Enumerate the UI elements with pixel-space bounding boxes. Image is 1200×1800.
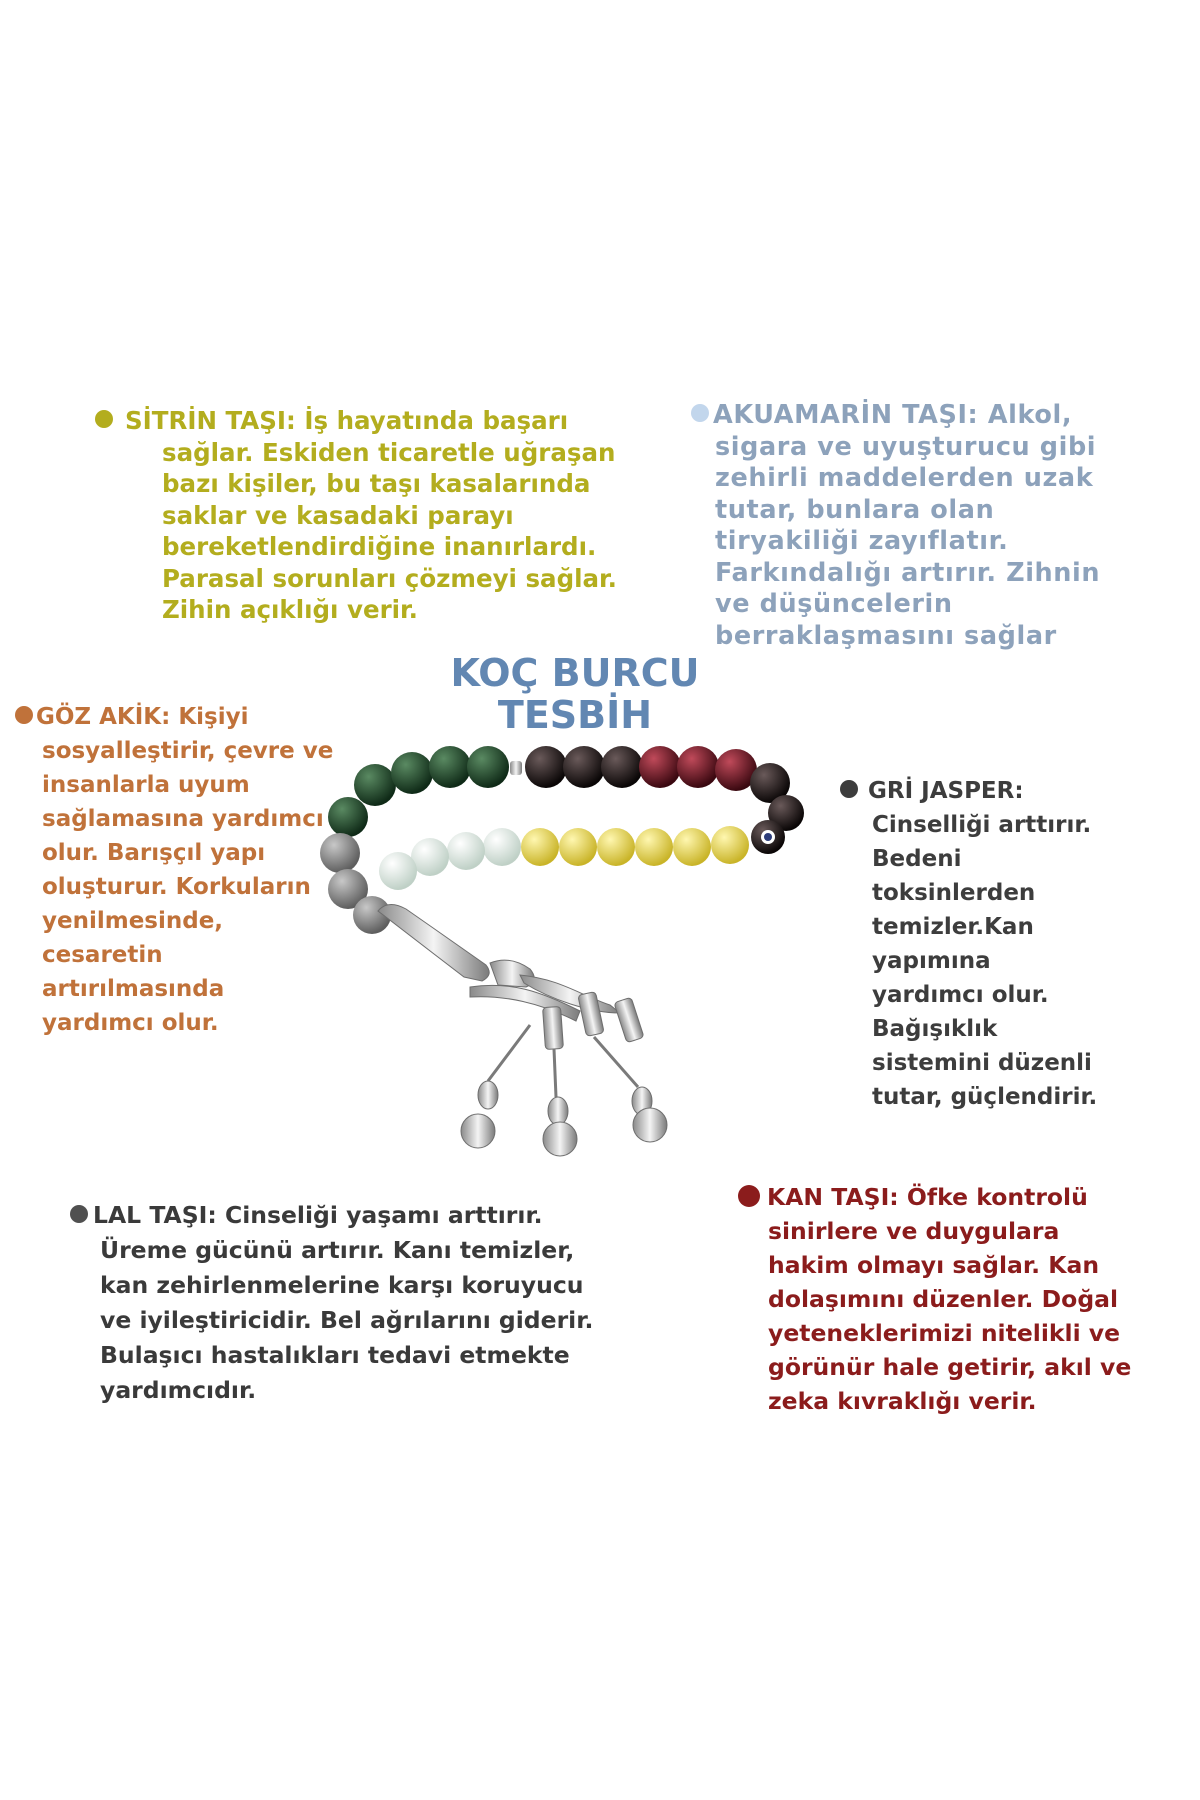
sitrin-description bbox=[125, 405, 617, 626]
goz-akik-line: cesaretin bbox=[42, 942, 163, 968]
gri-jasper-line: yapımına bbox=[872, 948, 991, 974]
akuamarin-line: tiryakiliği zayıflatır. bbox=[715, 526, 1009, 556]
gri-jasper-line: Cinselliği arttırır. bbox=[872, 812, 1092, 838]
silver-tassel bbox=[378, 904, 667, 1156]
goz-akik-line: sağlamasına yardımcı bbox=[42, 806, 324, 832]
gri-jasper-line: Bağışıklık bbox=[872, 1016, 998, 1042]
tesbih-illustration bbox=[320, 725, 880, 1165]
akuamarin-description bbox=[695, 400, 1100, 652]
kan-line: zeka kıvraklığı verir. bbox=[768, 1387, 1037, 1415]
sitrin-line: Zihin açıklığı verir. bbox=[162, 595, 418, 624]
lal-line: Bulaşıcı hastalıkları tedavi etmekte bbox=[100, 1341, 570, 1369]
goz-akik-line: olur. Barışçıl yapı bbox=[42, 840, 266, 866]
title-line-2: TESBİH bbox=[497, 693, 653, 737]
sitrin-heading: SİTRİN TAŞI: bbox=[125, 406, 296, 435]
goz-akik-description bbox=[15, 700, 333, 1040]
sitrin-line: bereketlendirdiğine inanırlardı. bbox=[162, 532, 597, 561]
lal-line: ve iyileştiricidir. Bel ağrılarını giderir. bbox=[100, 1306, 594, 1334]
akuamarin-line: Farkındalığı artırır. Zihnin bbox=[715, 557, 1101, 588]
kan-line: görünür hale getirir, akıl ve bbox=[768, 1353, 1132, 1381]
goz-akik-line: Kişiyi bbox=[170, 704, 249, 730]
sitrin-line: bazı kişiler, bu taşı kasalarında bbox=[162, 469, 591, 498]
bullet-icon bbox=[70, 1205, 88, 1223]
akuamarin-line: tutar, bunlara olan bbox=[715, 494, 995, 525]
bullet-icon bbox=[738, 1185, 760, 1207]
goz-akik-line: yenilmesinde, bbox=[42, 908, 224, 934]
goz-akik-line: insanlarla uyum bbox=[42, 772, 250, 798]
akuamarin-line: sigara ve uyuşturucu gibi bbox=[715, 431, 1097, 462]
goz-akik-line: yardımcı olur. bbox=[42, 1010, 219, 1036]
sitrin-line: saklar ve kasadaki parayı bbox=[162, 500, 514, 530]
kan-heading: KAN TAŞI: bbox=[767, 1183, 899, 1211]
bead-row-bottom bbox=[379, 820, 785, 890]
lal-heading: LAL TAŞI: bbox=[93, 1201, 217, 1229]
sitrin-line: İş hayatında başarı bbox=[295, 406, 569, 435]
lal-line: kan zehirlenmelerine karşı koruyucu bbox=[100, 1271, 584, 1299]
akuamarin-line: ve düşüncelerin bbox=[715, 589, 953, 619]
akuamarin-line: zehirli maddelerden uzak bbox=[715, 463, 1094, 493]
gri-jasper-line: temizler.Kan bbox=[872, 914, 1034, 940]
goz-akik-line: oluşturur. Korkuların bbox=[42, 874, 311, 900]
lal-line: Üreme gücünü artırır. Kanı temizler, bbox=[100, 1236, 575, 1264]
bullet-icon bbox=[15, 706, 33, 724]
title-line-1: KOÇ BURCU bbox=[450, 651, 700, 695]
bullet-icon bbox=[840, 780, 858, 798]
akuamarin-heading: AKUAMARİN TAŞI: bbox=[713, 400, 979, 430]
page-title bbox=[430, 652, 720, 736]
akuamarin-line: Alkol, bbox=[978, 400, 1073, 430]
bullet-icon bbox=[691, 404, 709, 422]
kan-line: yeteneklerimizi nitelikli ve bbox=[768, 1319, 1121, 1347]
lal-line: yardımcıdır. bbox=[100, 1376, 257, 1404]
kan-tasi-description bbox=[738, 1180, 1131, 1418]
lal-line: Cinseliği yaşamı arttırır. bbox=[216, 1201, 543, 1229]
kan-line: hakim olmayı sağlar. Kan bbox=[768, 1251, 1100, 1279]
akuamarin-line: berraklaşmasını sağlar bbox=[715, 620, 1057, 651]
kan-line: sinirlere ve duygulara bbox=[768, 1217, 1060, 1245]
gri-jasper-line: Bedeni bbox=[872, 846, 962, 872]
goz-akik-heading: GÖZ AKİK: bbox=[36, 704, 171, 730]
sitrin-line: sağlar. Eskiden ticaretle uğraşan bbox=[162, 437, 616, 467]
gri-jasper-line: toksinlerden bbox=[872, 880, 1036, 906]
bullet-icon bbox=[95, 410, 113, 428]
gri-jasper-heading: GRİ JASPER: bbox=[868, 778, 1024, 804]
gri-jasper-line: tutar, güçlendirir. bbox=[872, 1084, 1098, 1110]
sitrin-line: Parasal sorunları çözmeyi sağlar. bbox=[162, 563, 617, 593]
bead-row-top bbox=[354, 746, 804, 831]
gri-jasper-line: yardımcı olur. bbox=[872, 982, 1049, 1008]
goz-akik-line: artırılmasında bbox=[42, 976, 225, 1002]
lal-description bbox=[70, 1198, 593, 1408]
goz-akik-line: sosyalleştirir, çevre ve bbox=[42, 738, 334, 764]
gri-jasper-line: sistemini düzenli bbox=[872, 1050, 1092, 1076]
gri-jasper-description bbox=[868, 774, 1098, 1114]
kan-line: dolaşımını düzenler. Doğal bbox=[768, 1285, 1119, 1313]
kan-line: Öfke kontrolü bbox=[898, 1183, 1088, 1211]
